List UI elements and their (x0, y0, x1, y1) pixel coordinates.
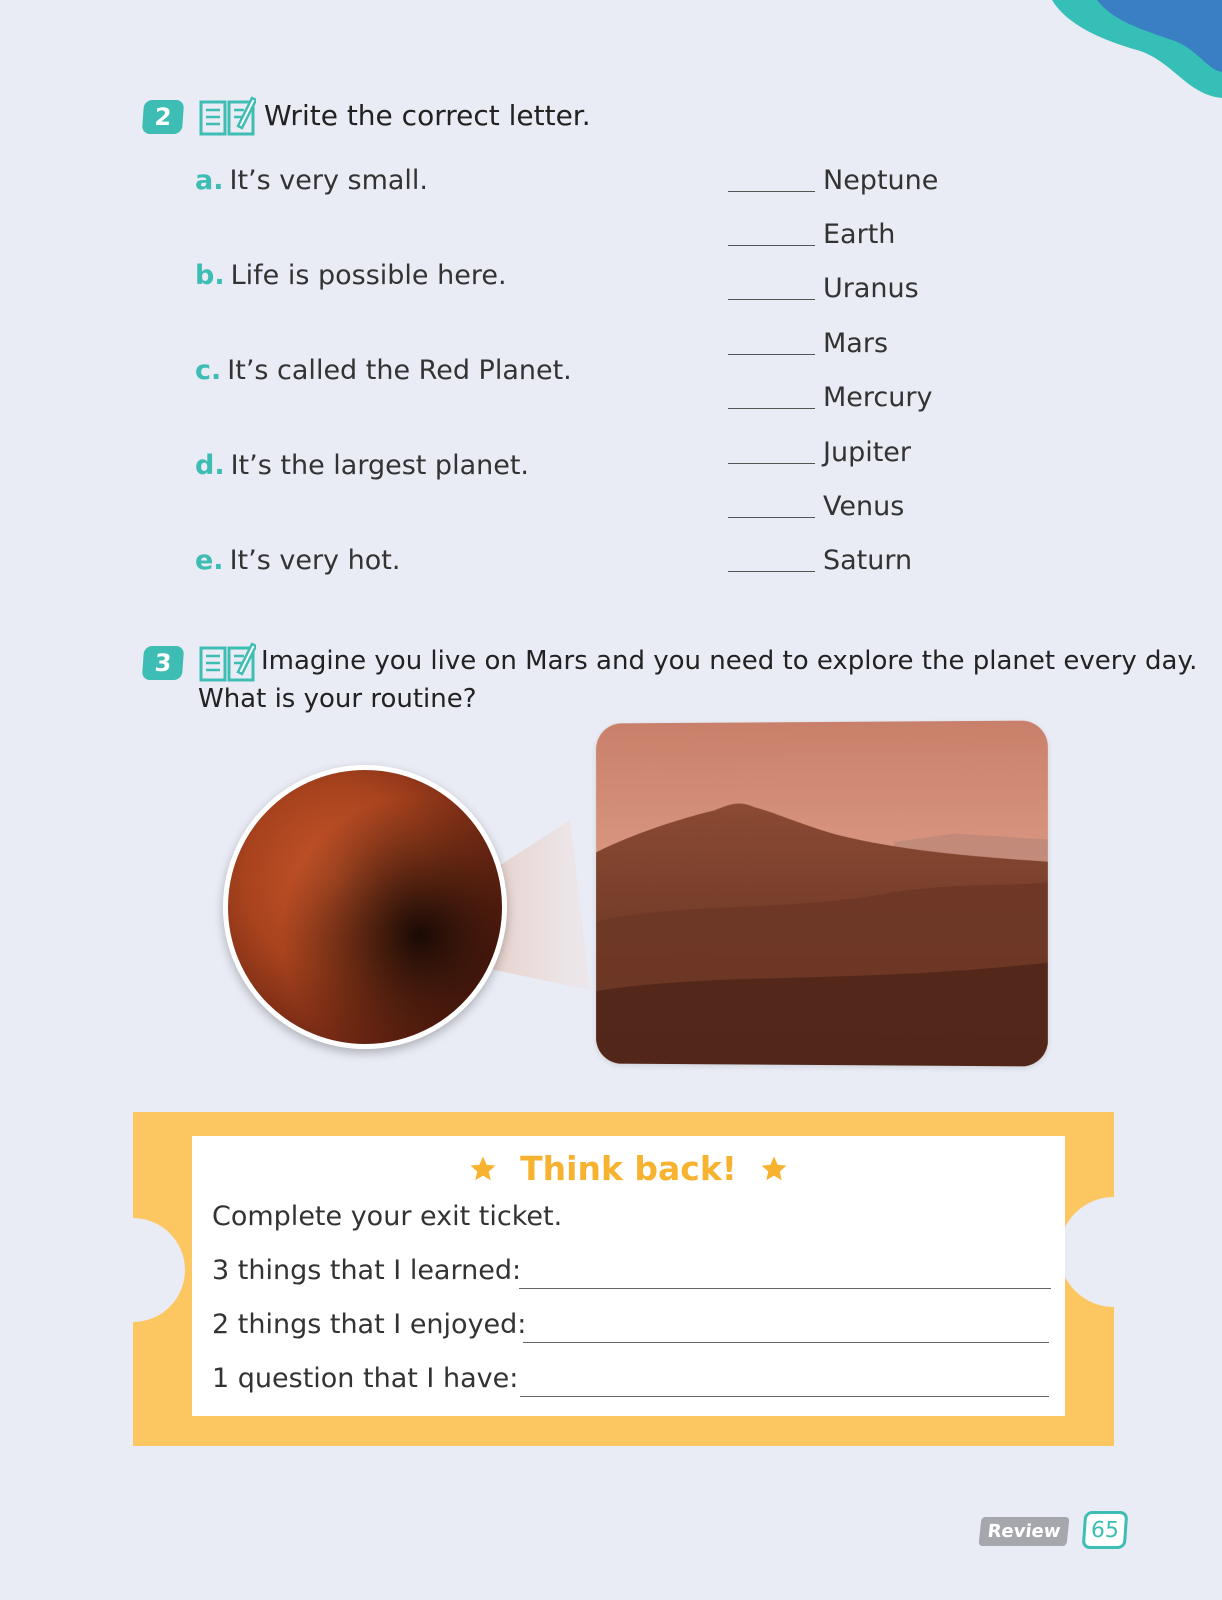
clue-text: It’s very small. (229, 165, 429, 196)
think-back-heading (192, 1149, 1065, 1188)
answer-blank-jupiter[interactable] (728, 463, 815, 464)
planet-neptune: Neptune (823, 165, 939, 196)
answer-blank-mercury[interactable] (728, 408, 815, 409)
exit-ticket-intro: Complete your exit ticket. (212, 1201, 563, 1232)
planet-mars: Mars (823, 328, 889, 359)
clue-d (195, 450, 529, 481)
book-pencil-icon (198, 94, 256, 136)
clue-c (195, 355, 572, 386)
exit-ticket-panel (192, 1136, 1065, 1416)
book-pencil-icon (198, 640, 256, 682)
clue-text: It’s very hot. (229, 545, 401, 576)
exercise-3-instruction-line1: Imagine you live on Mars and you need to explore the planet every day. (261, 646, 1198, 676)
answer-line-question[interactable] (520, 1396, 1049, 1397)
corner-wave-decoration (1022, 0, 1222, 110)
exercise-number-badge: 3 (142, 646, 184, 680)
clue-letter: d. (195, 450, 225, 481)
answer-blank-venus[interactable] (728, 517, 815, 518)
clue-a (195, 165, 428, 196)
page-number: 65 (1082, 1511, 1129, 1549)
planet-uranus: Uranus (823, 273, 919, 304)
clue-text: It’s called the Red Planet. (227, 355, 572, 386)
clue-b (195, 260, 507, 291)
answer-blank-neptune[interactable] (728, 191, 815, 192)
prompt-question: 1 question that I have: (212, 1363, 519, 1394)
clue-letter: b. (195, 260, 225, 291)
prompt-learned: 3 things that I learned: (212, 1255, 522, 1286)
answer-line-learned[interactable] (519, 1288, 1051, 1289)
prompt-enjoyed: 2 things that I enjoyed: (212, 1309, 527, 1340)
planet-saturn: Saturn (823, 545, 913, 576)
clue-e (195, 545, 400, 576)
planet-mercury: Mercury (823, 382, 933, 413)
planet-jupiter: Jupiter (823, 437, 912, 468)
exercise-number-badge: 2 (142, 100, 184, 134)
clue-text: Life is possible here. (230, 260, 507, 291)
planet-venus: Venus (823, 491, 905, 522)
clue-letter: c. (195, 355, 222, 386)
answer-blank-earth[interactable] (728, 245, 815, 246)
clue-letter: e. (195, 545, 224, 576)
answer-blank-mars[interactable] (728, 354, 815, 355)
clue-letter: a. (195, 165, 224, 196)
planet-earth: Earth (823, 219, 896, 250)
think-back-title: Think back! (520, 1149, 737, 1188)
exercise-2-instruction: Write the correct letter. (264, 99, 591, 132)
clue-text: It’s the largest planet. (230, 450, 530, 481)
section-badge: Review (978, 1517, 1069, 1546)
exercise-3-instruction-line2: What is your routine? (198, 684, 477, 714)
answer-blank-saturn[interactable] (728, 571, 815, 572)
star-icon (468, 1154, 498, 1184)
star-icon (759, 1154, 789, 1184)
answer-blank-uranus[interactable] (728, 299, 815, 300)
mars-landscape-photo (596, 720, 1048, 1066)
answer-line-enjoyed[interactable] (523, 1342, 1049, 1343)
mars-globe-image (223, 765, 507, 1049)
